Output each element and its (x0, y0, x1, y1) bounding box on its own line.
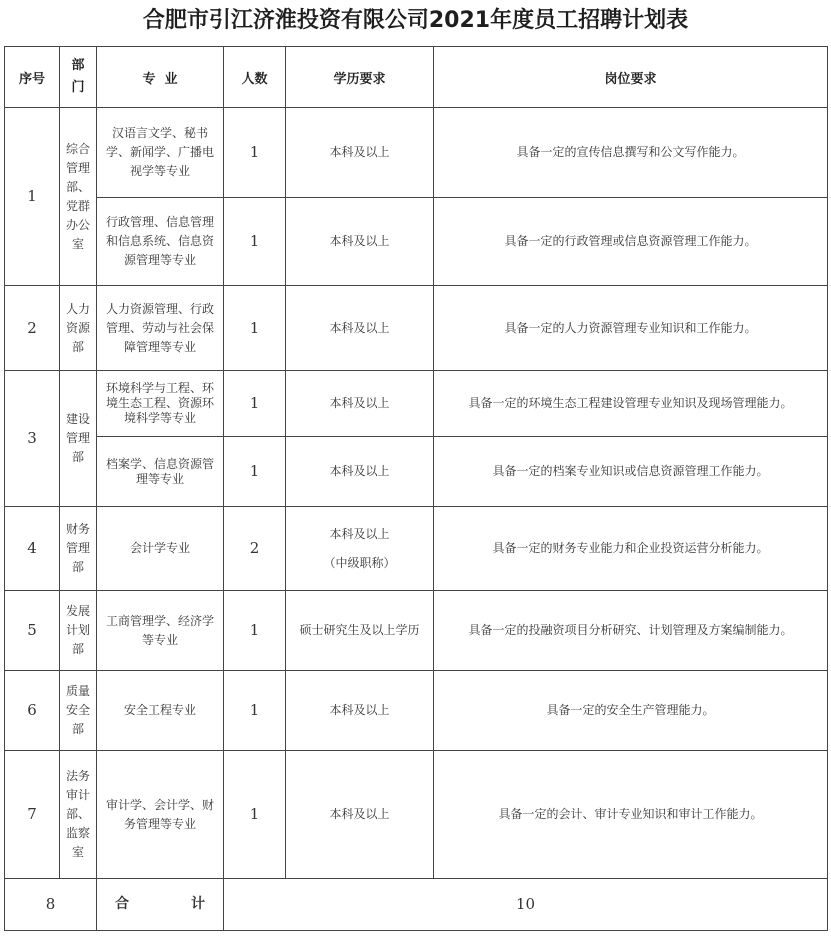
count-cell: 1 (224, 108, 286, 198)
count-cell: 1 (224, 198, 286, 286)
edu-cell (286, 108, 434, 198)
requirement-cell: 具备一定的人力资源管理专业知识和工作能力。 (434, 286, 828, 371)
header-row (5, 47, 828, 108)
table-row (5, 198, 828, 286)
total-label-cell (97, 879, 224, 931)
dept-cell: 发展 计划 部 (60, 591, 97, 671)
total-seq-cell: 8 (5, 879, 97, 931)
table-row (5, 507, 828, 591)
edu-line: 本科及以上 (329, 145, 390, 159)
edu-line: （中级职称） (323, 555, 396, 570)
edu-line: 本科及以上 (329, 464, 390, 478)
major-cell: 汉语言文学、秘书学、新闻学、广播电视学等专业 (97, 108, 224, 198)
requirement-cell: 具备一定的安全生产管理能力。 (434, 671, 828, 751)
edu-cell (286, 437, 434, 507)
table-body (5, 108, 828, 931)
dept-cell: 建设 管理 部 (60, 371, 97, 507)
requirement-cell: 具备一定的行政管理或信息资源管理工作能力。 (434, 198, 828, 286)
requirement-cell: 具备一定的财务专业能力和企业投资运营分析能力。 (434, 507, 828, 591)
edu-line: 本科及以上 (329, 526, 390, 541)
table-row (5, 591, 828, 671)
major-cell: 档案学、信息资源管理等专业 (97, 437, 224, 507)
seq-cell: 2 (5, 286, 60, 371)
seq-cell: 1 (5, 108, 60, 286)
requirement-cell: 具备一定的会计、审计专业知识和审计工作能力。 (434, 751, 828, 879)
dept-cell: 法务 审计 部、 监察 室 (60, 751, 97, 879)
seq-cell: 6 (5, 671, 60, 751)
header-edu: 学历要求 (286, 47, 434, 108)
edu-line: 本科及以上 (329, 320, 390, 335)
edu-line: 本科及以上 (329, 234, 390, 248)
count-cell: 1 (224, 671, 286, 751)
edu-line: 本科及以上 (329, 703, 390, 717)
dept-cell: 质量 安全 部 (60, 671, 97, 751)
edu-line: 硕士研究生及以上学历 (299, 623, 420, 637)
total-count-cell: 10 (224, 879, 828, 931)
edu-cell (286, 591, 434, 671)
table-row (5, 437, 828, 507)
edu-cell (286, 671, 434, 751)
count-cell: 1 (224, 591, 286, 671)
major-cell: 环境科学与工程、环境生态工程、资源环境科学等专业 (97, 371, 224, 437)
table-row (5, 751, 828, 879)
count-cell: 1 (224, 437, 286, 507)
dept-cell: 人力 资源 部 (60, 286, 97, 371)
count-cell: 1 (224, 286, 286, 371)
header-req: 岗位要求 (434, 47, 828, 108)
major-cell: 安全工程专业 (97, 671, 224, 751)
table-row (5, 671, 828, 751)
dept-cell: 综合 管理 部、 党群 办公 室 (60, 108, 97, 286)
major-cell: 工商管理学、经济学等专业 (97, 591, 224, 671)
seq-cell: 4 (5, 507, 60, 591)
header-major: 专 业 (97, 47, 224, 108)
edu-cell (286, 371, 434, 437)
requirement-cell: 具备一定的环境生态工程建设管理专业知识及现场管理能力。 (434, 371, 828, 437)
edu-line: 本科及以上 (329, 396, 390, 410)
total-row (5, 879, 828, 931)
seq-cell: 5 (5, 591, 60, 671)
major-cell: 会计学专业 (97, 507, 224, 591)
count-cell: 2 (224, 507, 286, 591)
dept-cell: 财务 管理 部 (60, 507, 97, 591)
edu-line: 本科及以上 (329, 807, 390, 821)
requirement-cell: 具备一定的宣传信息撰写和公文写作能力。 (434, 108, 828, 198)
header-count: 人数 (224, 47, 286, 108)
total-label-left: 合 (115, 896, 129, 912)
table-row (5, 371, 828, 437)
requirement-cell: 具备一定的档案专业知识或信息资源管理工作能力。 (434, 437, 828, 507)
edu-cell (286, 751, 434, 879)
table-row (5, 286, 828, 371)
edu-cell (286, 507, 434, 591)
count-cell: 1 (224, 751, 286, 879)
page-title: 合肥市引江济淮投资有限公司2021年度员工招聘计划表 (142, 8, 689, 33)
table-row (5, 108, 828, 198)
edu-cell (286, 286, 434, 371)
seq-cell: 7 (5, 751, 60, 879)
header-seq: 序号 (5, 47, 60, 108)
count-cell: 1 (224, 371, 286, 437)
major-cell: 审计学、会计学、财务管理等专业 (97, 751, 224, 879)
total-label-right: 计 (191, 896, 205, 912)
seq-cell: 3 (5, 371, 60, 507)
recruitment-table (4, 46, 828, 931)
header-dept: 部 门 (60, 47, 97, 108)
requirement-cell: 具备一定的投融资项目分析研究、计划管理及方案编制能力。 (434, 591, 828, 671)
edu-cell (286, 198, 434, 286)
major-cell: 行政管理、信息管理和信息系统、信息资源管理等专业 (97, 198, 224, 286)
major-cell: 人力资源管理、行政管理、劳动与社会保障管理等专业 (97, 286, 224, 371)
